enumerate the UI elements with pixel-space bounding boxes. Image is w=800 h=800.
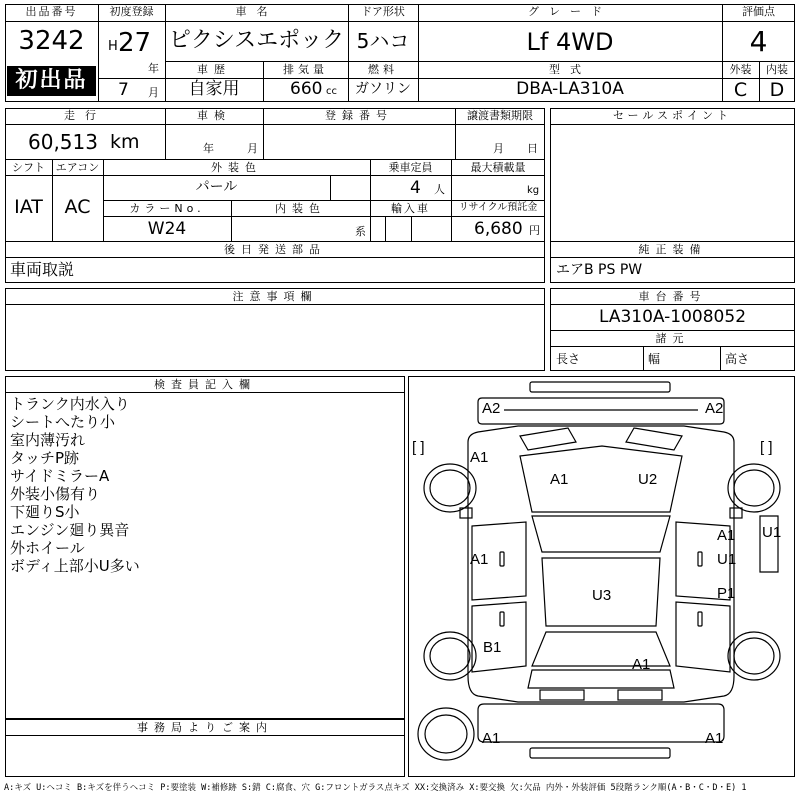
mark-hood-left: A1 (550, 471, 569, 488)
first-listing-badge: 初出品 (7, 66, 96, 96)
note-line: 室内薄汚れ (10, 431, 86, 449)
note-line: エンジン廻り異音 (10, 521, 130, 539)
first-reg-label: 初度登録 (109, 5, 154, 18)
fuel: ガソリン (355, 81, 411, 97)
recycle-deposit: 6,680 (474, 219, 523, 239)
width-label: 幅 (648, 352, 661, 366)
month-unit: 月 (148, 86, 159, 99)
length-label: 長さ (556, 352, 581, 366)
inspector-label: 検査員記入欄 (154, 378, 256, 391)
car-diagram (408, 376, 795, 777)
later-parts-value: 車両取説 (10, 260, 75, 279)
sales-points-label: セールスポイント (612, 109, 732, 122)
door-type: 5ハコ (356, 29, 410, 53)
capacity-unit: 人 (434, 183, 445, 196)
mark-hood-right: U2 (638, 471, 658, 488)
mark-right-side: U1 (762, 524, 782, 541)
first-reg-year: 27 (118, 28, 152, 58)
mark-back-door: A1 (632, 656, 651, 673)
ext-label: 外装 (729, 63, 752, 76)
mark-right-rear-door: P1 (717, 585, 736, 602)
reg-no-label: 登録番号 (325, 109, 393, 122)
mileage: 60,513 (28, 130, 98, 154)
note-line: 下廻りS小 (10, 503, 80, 521)
int-label: 内装 (766, 63, 788, 76)
mark-bracket-left: [ ] (412, 439, 425, 456)
mark-left-rear: B1 (483, 639, 502, 656)
note-line: ボディ上部小U多い (10, 557, 140, 575)
chassis-number: LA310A-1008052 (598, 307, 747, 327)
equipment-label: 純正装備 (638, 243, 707, 256)
grade-label: グレード (528, 5, 612, 18)
ext-color-label: 外装色 (211, 161, 262, 174)
mark-right-front-door-2: U1 (717, 551, 737, 568)
ac-label: エアコン (55, 161, 100, 174)
color-no: W24 (147, 219, 187, 239)
model-code-label: 型式 (549, 63, 591, 76)
mileage-unit: km (110, 131, 140, 153)
inspection-year-unit: 年 (203, 142, 214, 155)
note-line: 外ホイール (10, 539, 85, 557)
color-no-label: カラーNo. (129, 202, 205, 215)
mark-roof: U3 (592, 587, 612, 604)
year-unit: 年 (148, 62, 159, 75)
mark-left-front-fender: A1 (470, 449, 489, 466)
history: 自家用 (188, 79, 240, 99)
note-line: トランク内水入り (10, 395, 130, 413)
note-line: シートへたり小 (10, 413, 116, 431)
model-code: DBA-LA310A (516, 79, 624, 99)
int-rating: D (769, 79, 785, 101)
import-label: 輸入車 (391, 202, 430, 215)
recycle-label: リサイクル預託金 (458, 202, 538, 213)
recycle-unit: 円 (529, 224, 540, 237)
mark-left-front-door: A1 (470, 551, 489, 568)
max-load-label: 最大積載量 (470, 161, 526, 174)
transfer-deadline-label: 譲渡書類期限 (467, 109, 533, 122)
lot-number: 3242 (18, 26, 85, 56)
displacement-unit: cc (326, 86, 337, 97)
caution-label: 注意事項欄 (232, 290, 318, 303)
sales-points-box (550, 108, 795, 242)
note-line: タッチP跡 (10, 449, 80, 467)
car-name-label: 車名 (235, 5, 278, 18)
capacity-label: 乗車定員 (388, 161, 433, 174)
mark-rear-right: A1 (705, 730, 724, 747)
inspection-label: 車検 (197, 109, 231, 122)
note-line: サイドミラーA (10, 467, 110, 485)
height-label: 高さ (725, 352, 750, 366)
int-color-label: 内装色 (275, 202, 326, 215)
equipment-value: エアB PS PW (556, 262, 643, 278)
displacement-label: 排気量 (283, 63, 328, 76)
office-label: 事務局よりご案内 (137, 721, 273, 734)
score-label: 評価点 (742, 5, 775, 18)
ext-rating: C (733, 79, 748, 101)
transfer-month-unit: 月 (493, 142, 504, 155)
era: H (108, 39, 118, 54)
dims-label: 諸元 (655, 332, 690, 345)
history-label: 車歴 (197, 63, 231, 76)
mark-right-front-door: A1 (717, 527, 736, 544)
transfer-day-unit: 日 (527, 142, 538, 155)
displacement: 660 (290, 79, 323, 99)
mark-rear-left: A1 (482, 730, 501, 747)
mileage-label: 走行 (64, 109, 106, 122)
note-line: 外装小傷有り (10, 485, 101, 503)
fuel-label: 燃料 (368, 63, 398, 76)
max-load-unit: kg (527, 185, 540, 196)
capacity: 4 (410, 178, 421, 198)
mark-bracket-right: [ ] (760, 439, 773, 456)
lot-number-label: 出品番号 (25, 5, 78, 18)
air-conditioner: AC (64, 196, 91, 218)
later-parts-label: 後日発送部品 (224, 243, 326, 256)
grade: Lf 4WD (526, 28, 614, 56)
mark-front-right: A2 (705, 400, 724, 417)
inspector-notes (10, 395, 140, 575)
inspection-month-unit: 月 (247, 142, 258, 155)
first-reg-month: 7 (118, 80, 129, 100)
shift-label: シフト (12, 161, 45, 174)
mark-front-left: A2 (482, 400, 501, 417)
legend: A:キズ U:ヘコミ B:キズを伴うヘコミ P:要塗装 W:補修跡 S:錆 C:腐食、穴 G:フロントガラス点キズ XX:交換済み X:要交換 欠:欠品 内外・外装評価 5段階ランク順(A・B・C・D・E) 1 (4, 783, 747, 793)
int-color-suffix: 系 (355, 225, 366, 238)
door-label: ドア形状 (361, 5, 405, 18)
car-name: ピクシスエポック (168, 28, 345, 53)
ext-color: パール (195, 179, 238, 195)
score: 4 (749, 25, 768, 58)
chassis-label: 車台番号 (638, 290, 707, 303)
shift: IAT (14, 196, 43, 218)
